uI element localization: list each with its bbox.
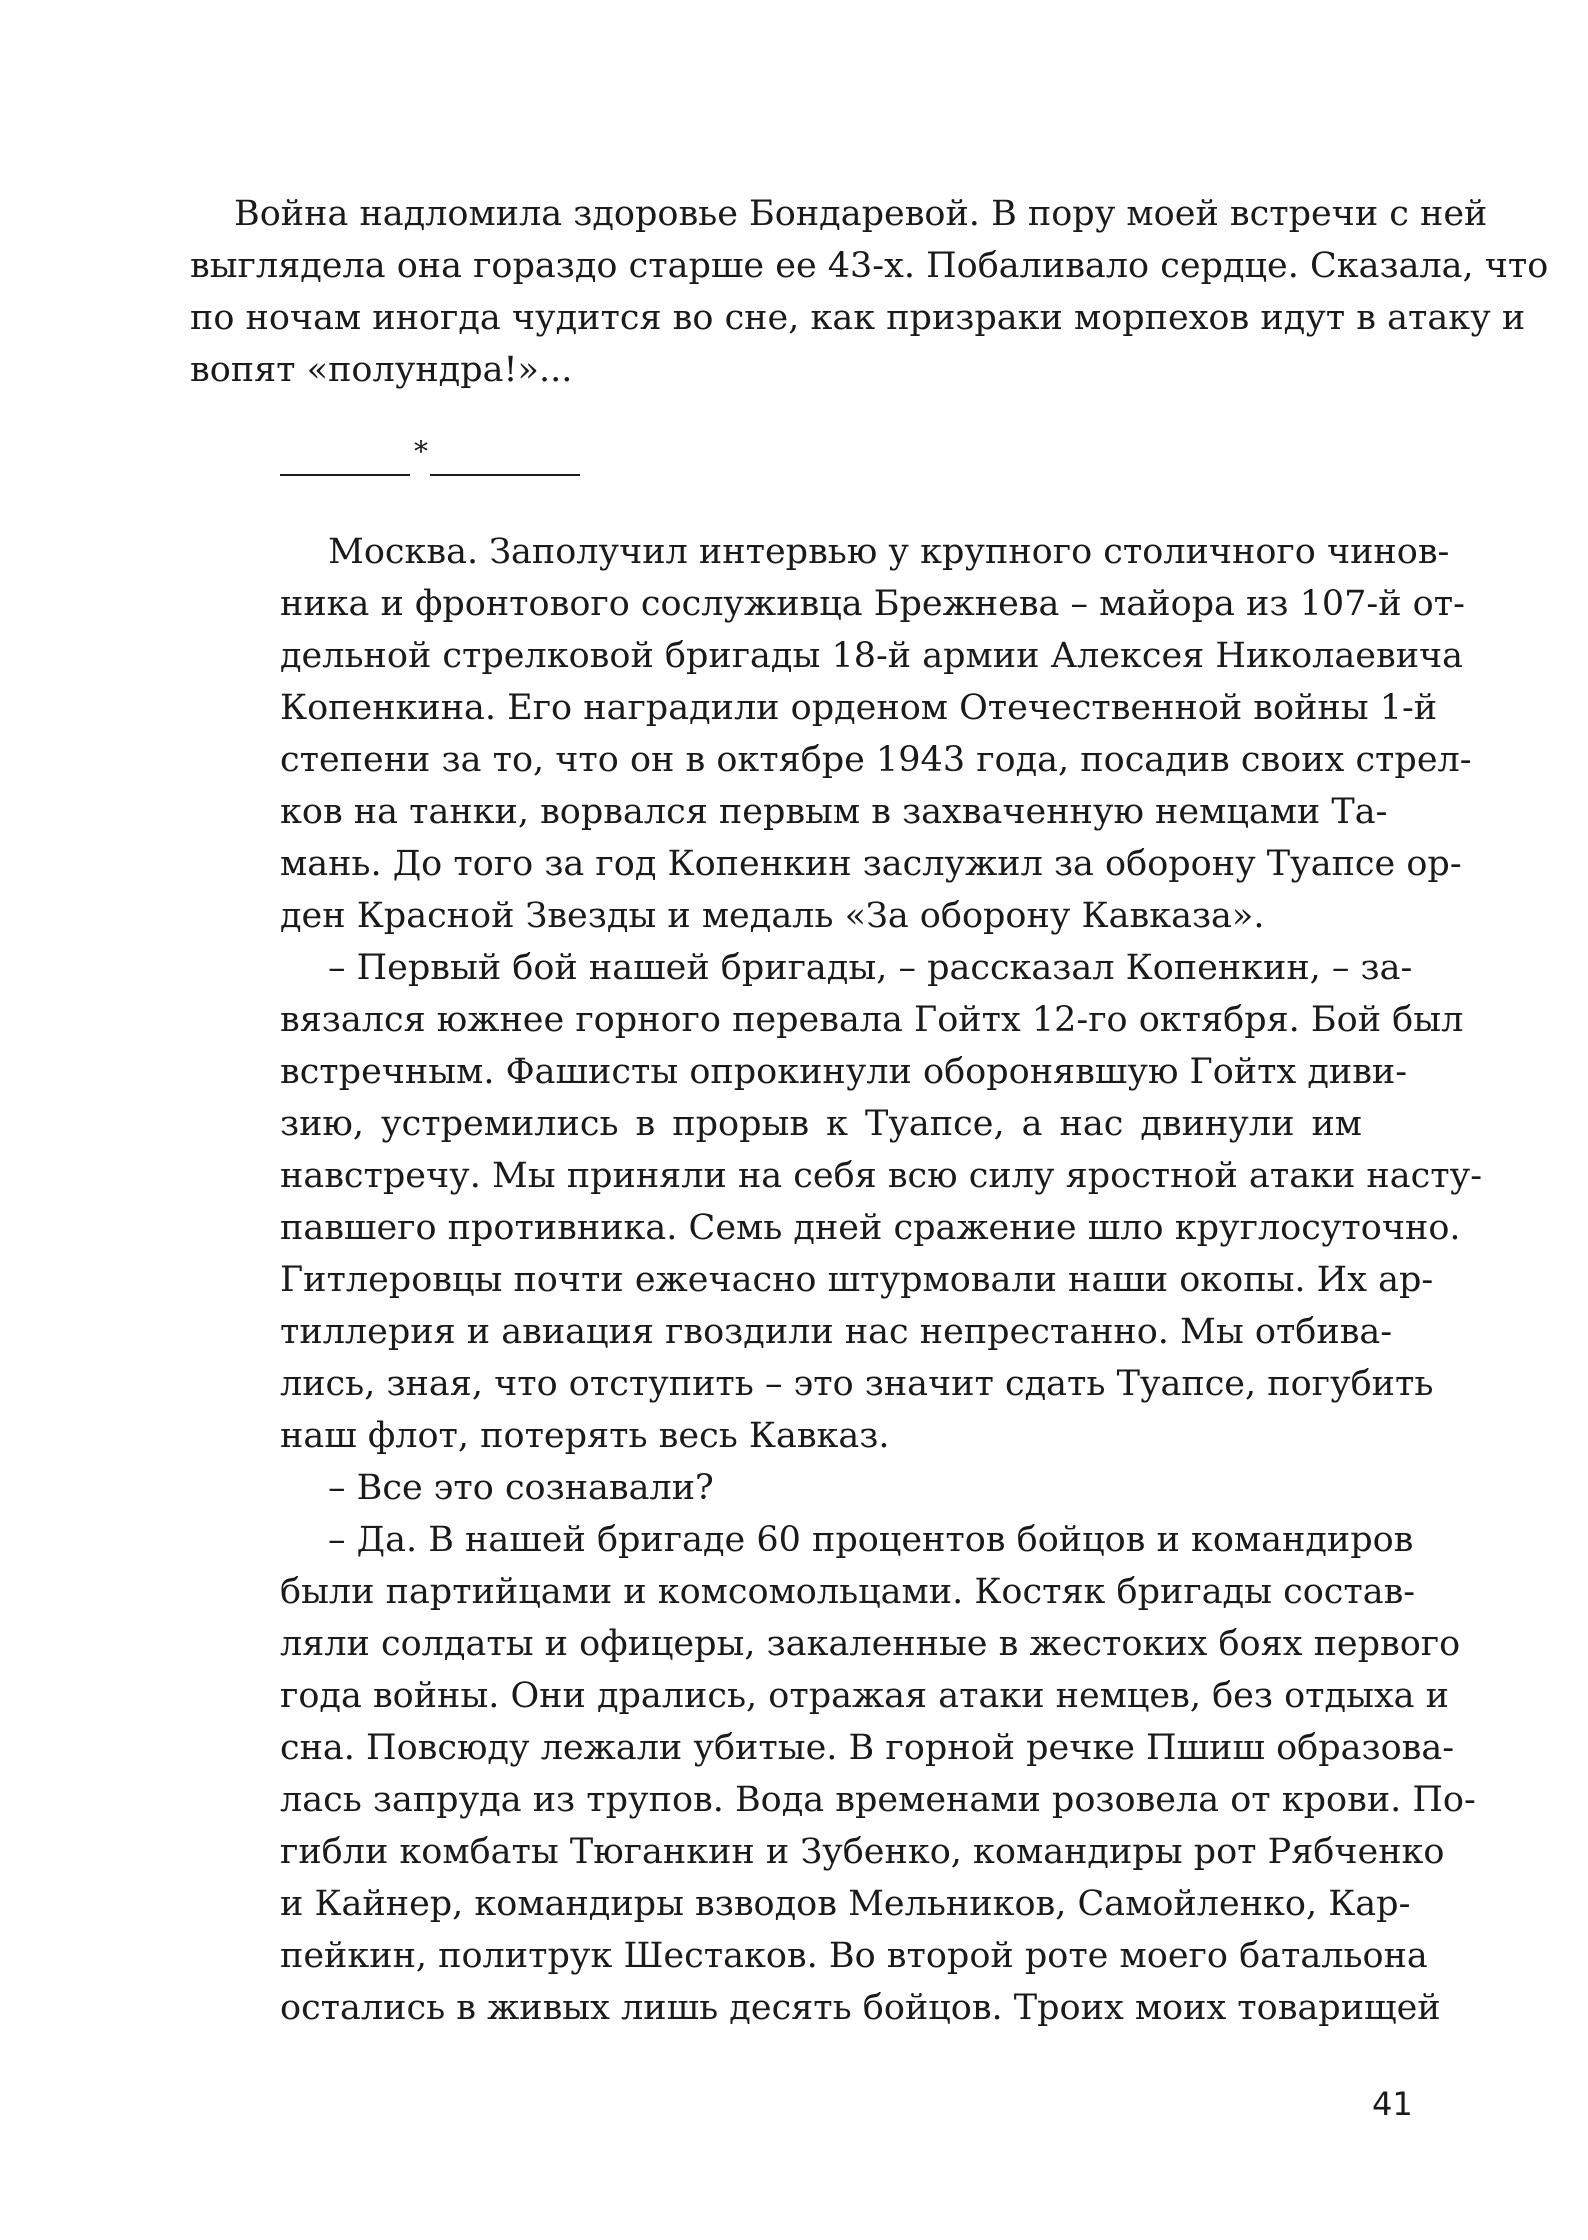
separator-rule-left — [280, 474, 410, 476]
text-line: Копенкина. Его наградили орденом Отечественной войны 1-й — [280, 688, 1438, 728]
top-paragraph — [190, 188, 1549, 396]
text-line: встречным. Фашисты опрокинули оборонявшую Гойтх диви- — [280, 1052, 1408, 1092]
text-line: пейкин, политрук Шестаков. Во второй роте моего батальона — [280, 1936, 1428, 1976]
text-line: – Все это сознавали? — [328, 1468, 714, 1508]
section-separator — [280, 435, 580, 478]
text-line: павшего противника. Семь дней сражение шло круглосуточно. — [280, 1208, 1461, 1248]
text-line: года войны. Они дрались, отражая атаки немцев, без отдыха и — [280, 1676, 1449, 1716]
text-line: дельной стрелковой бригады 18-й армии Алексея Николаевича — [280, 636, 1464, 676]
text-line: зию, устремились в прорыв к Туапсе, а нас двинули им — [280, 1104, 1362, 1144]
text-line: степени за то, что он в октябре 1943 года, посадив своих стрел- — [280, 740, 1472, 780]
text-line: – Первый бой нашей бригады, – рассказал Копенкин, – за- — [328, 948, 1413, 988]
text-line: лись, зная, что отступить – это значит сдать Туапсе, погубить — [280, 1364, 1434, 1404]
text-line: навстречу. Мы приняли на себя всю силу яростной атаки насту- — [280, 1156, 1483, 1196]
text-line: – Да. В нашей бригаде 60 процентов бойцов и командиров — [328, 1520, 1414, 1560]
text-line: были партийцами и комсомольцами. Костяк бригады состав- — [280, 1572, 1416, 1612]
text-line: вопят «полундра!»... — [190, 350, 573, 390]
text-line: Война надломила здоровье Бондаревой. В пору моей встречи с ней — [234, 194, 1488, 234]
text-line: ляли солдаты и офицеры, закаленные в жестоких боях первого — [280, 1624, 1461, 1664]
text-line: Гитлеровцы почти ежечасно штурмовали наши окопы. Их ар- — [280, 1260, 1434, 1300]
page-number: 41 — [1372, 2085, 1413, 2123]
text-line: выглядела она гораздо старше ее 43-х. Побаливало сердце. Сказала, что — [190, 246, 1549, 286]
text-line: и Кайнер, командиры взводов Мельников, Самойленко, Кар- — [280, 1884, 1411, 1924]
text-line: мань. До того за год Копенкин заслужил за оборону Туапсе ор- — [280, 844, 1462, 884]
text-line: ника и фронтового сослуживца Брежнева – майора из 107-й от- — [280, 584, 1465, 624]
separator-star: * — [414, 435, 428, 468]
text-line: остались в живых лишь десять бойцов. Троих моих товарищей — [280, 1988, 1441, 2028]
separator-rule-right — [430, 474, 580, 476]
text-line: ден Красной Звезды и медаль «За оборону Кавказа». — [280, 896, 1265, 936]
text-line: наш флот, потерять весь Кавказ. — [280, 1416, 890, 1456]
text-line: лась запруда из трупов. Вода временами розовела от крови. По- — [280, 1780, 1476, 1820]
text-line: ков на танки, ворвался первым в захваченную немцами Та- — [280, 792, 1388, 832]
text-line: тиллерия и авиация гвоздили нас непрестанно. Мы отбива- — [280, 1312, 1393, 1352]
text-line: по ночам иногда чудится во сне, как призраки морпехов идут в атаку и — [190, 298, 1526, 338]
text-line: вязался южнее горного перевала Гойтх 12-го октября. Бой был — [280, 1000, 1464, 1040]
main-text — [280, 526, 1483, 2034]
text-line: гибли комбаты Тюганкин и Зубенко, командиры рот Рябченко — [280, 1832, 1445, 1872]
text-line: Москва. Заполучил интервью у крупного столичного чинов- — [328, 532, 1450, 572]
text-line: сна. Повсюду лежали убитые. В горной речке Пшиш образова- — [280, 1728, 1455, 1768]
